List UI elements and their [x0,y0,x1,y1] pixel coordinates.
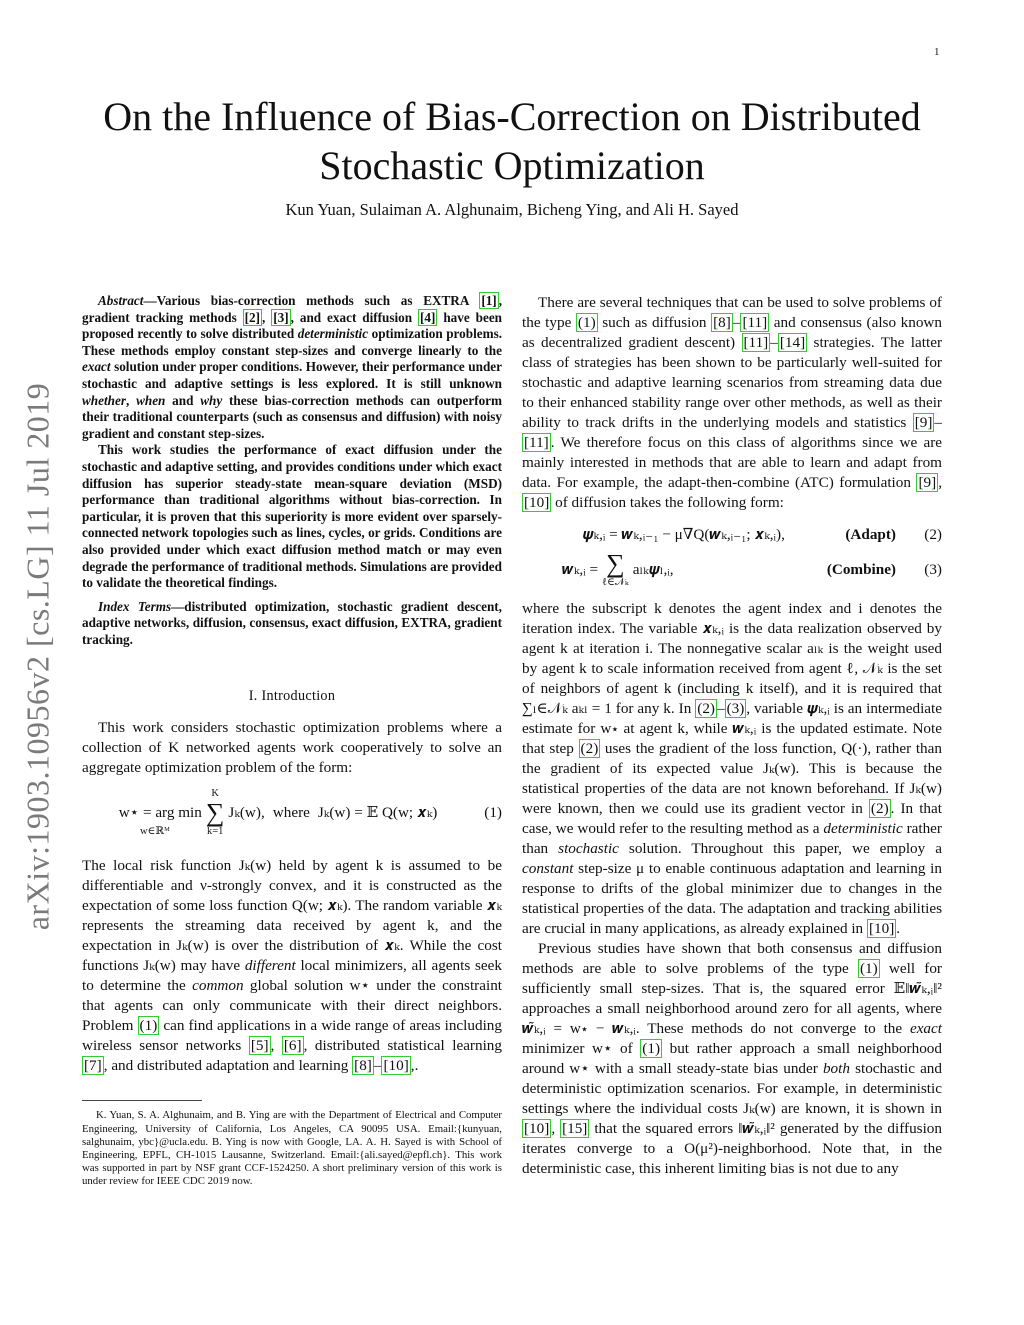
citation-link[interactable]: [7] [84,1057,102,1075]
section-heading-introduction: I. Introduction [248,688,336,705]
intro-paragraph-2 [82,856,502,1076]
text-run: such as diffusion [597,314,712,331]
text-run: of diffusion takes the following form: [551,494,784,511]
emphasis: stochastic [558,840,619,857]
citation-link[interactable]: [15] [562,1120,588,1137]
text-run: strategies. The latter class of strategies has been shown to be particularly well-suited for stochastic and adaptive learning scenarios from streaming data due to their enhanced stability range over other methods, as well as their ability to track drifts in the underlying models and statistics [522,334,943,431]
citation-link[interactable]: [8] [354,1057,372,1075]
text-run: solution under proper conditions. However, their performance under stochastic and adaptive settings is less explored. It is still unknown [82,359,502,391]
equation-tag: (Combine) [826,561,896,578]
citation-link[interactable]: [3] [273,309,289,325]
equation-link[interactable]: (2) [870,800,889,817]
citation-link[interactable]: [9] [914,414,933,431]
text-run: but rather approach a small neighborhood around w⋆ with a small steady-state bias under [522,1040,942,1077]
arxiv-stamp-text: arXiv:1903.10956v2 [cs.LG] 11 Jul 2019 [19,382,56,930]
equation-lhs: 𝒘ₖ,ᵢ = [562,561,599,578]
text-run: , variable 𝝍ₖ,ᵢ is an intermediate estimate for w⋆ at agent k, while 𝒘ₖ,ᵢ is the updated estimate. Note that step [522,700,942,757]
sigma-symbol: ∑ [606,549,625,578]
author-list: Kun Yuan, Sulaiman A. Alghunaim, Bicheng Ying, and Ali H. Sayed [285,200,739,219]
text-run: . We therefore focus on this class of algorithms since we are mainly interested in methods that are able to learn and adapt from data. For example, the adapt-then-combine (ATC) formulation [522,434,942,491]
citation-link[interactable]: [9] [918,474,937,491]
equation-link[interactable]: (1) [139,1017,158,1035]
text-run: —Various bias-correction methods such as EXTRA [143,293,480,308]
text-run: these bias-correction methods can outperform their traditional counterparts (such as consensus and diffusion) with noisy gradient and constant step-sizes. [82,392,503,441]
equation-3-body [522,551,827,589]
equation-link[interactable]: (1) [642,1040,661,1057]
emphasis: when [136,392,166,408]
citation-link[interactable]: [11] [524,434,549,451]
sum-operator [206,788,225,838]
emphasis: common [192,977,244,995]
citation-link[interactable]: [10] [868,920,895,937]
left-column [82,293,502,1189]
emphasis: exact [909,1020,942,1037]
text-run: can find applications in a wide range of areas including wireless sensor networks [82,1017,502,1055]
emphasis: whether [82,392,126,408]
text-run: , [551,1120,561,1137]
text-run: ,. [410,1057,419,1075]
emphasis: both [822,1060,850,1077]
citation-link[interactable]: [10] [524,1120,550,1137]
sum-operator [602,551,629,589]
text-run: , gradient tracking methods [82,293,502,325]
text-run: uses the gradient of the loss function, Q(·), rather than the gradient of its expected value Jₖ(w). This is because the statistical properties of the data are not known beforehand. If Jₖ(w) were known, then we could use its gradient vector in [522,740,942,817]
text-run: – [373,1057,382,1075]
equation-term: Jₖ(w), [228,804,265,822]
text-run: , and exact diffusion [290,309,419,325]
text-run: optimization problems. These methods employ constant step-sizes and converge linearly to the [82,326,502,358]
text-run: have been proposed recently to solve distributed [82,309,502,342]
page-number: 1 [934,46,940,58]
emphasis: constant [522,860,574,877]
text-run: – [732,314,741,331]
emphasis: why [200,392,223,408]
equation-2-body [522,525,845,545]
index-terms-paragraph [82,599,502,649]
text-run: rather than [522,820,942,857]
text-run: , [125,392,137,408]
abstract-label: Abstract [98,293,144,308]
intro-paragraph-1: This work considers stochastic optimization problems where a collection of K networked agents work cooperatively to solve an aggregate optimization problem of the form: [82,719,502,777]
citation-link[interactable]: [2] [244,309,261,325]
text-run: minimizer w⋆ of [522,1040,641,1057]
equation-tag: (Adapt) [845,526,896,543]
text-run: Previous studies have shown that both consensus and diffusion methods are able to solve problems of the type [522,940,942,977]
sum-lower-limit: ℓ∈𝒩ₖ [602,577,629,588]
text-run: , and distributed adaptation and learning [103,1057,353,1075]
argmin-subscript: w∈ℝᴹ [140,826,170,838]
footnote-divider [82,1100,202,1101]
right-paragraph-2 [522,599,942,939]
citation-link[interactable]: [4] [420,309,436,325]
emphasis: deterministic [823,820,903,837]
citation-link[interactable]: [10] [383,1057,409,1075]
text-run: solution. Throughout this paper, we employ a [618,840,942,857]
text-run: local minimizers, all agents seek to determine the [82,957,502,995]
equation-term: aₗₖ𝝍ₗ,ᵢ, [632,561,674,578]
abstract-paragraph-1 [82,293,502,442]
text-run: global solution w⋆ under the constraint that agents can only communicate with their direct neighbors. Problem [82,977,503,1035]
text-run: – [770,334,778,351]
equation-3 [522,551,942,589]
text-run: , [262,309,272,325]
text-run: , [270,1037,282,1055]
text-run: , distributed statistical learning [303,1037,502,1055]
right-paragraph-3 [522,939,942,1179]
citation-link[interactable]: [1] [481,293,497,308]
abstract-paragraph-2: This work studies the performance of exact diffusion under the stochastic and adaptive setting, and provides conditions under which exact diffusion has superior steady-state mean-square deviation (MSD) performance than traditional algorithms without bias-correction. In particular, it is proven that this superiority is more evident over sparsely-connected network topologies such as lines, cycles, or grids. Conditions are also provided under which exact diffusion method match or may even degrade the performance of traditional methods. Simulations are provided to validate the theoretical findings. [82,442,502,591]
text-run: – [716,700,725,717]
equation-2 [522,525,942,545]
equation-lhs: w⋆ = arg min [118,804,202,822]
citation-link[interactable]: [11] [743,334,769,351]
equation-number: (3) [924,561,942,578]
paper-title: On the Influence of Bias-Correction on Distributed Stochastic Optimization [103,94,921,188]
equation-link[interactable]: (2) [697,700,715,717]
text-run: , [938,474,942,491]
citation-link[interactable]: [14] [779,334,806,351]
citation-link[interactable]: [11] [742,314,768,331]
right-column [522,293,942,1179]
index-terms [82,599,502,649]
sigma-symbol: ∑ [205,798,225,828]
equation-rhs: Jₖ(w) = 𝔼 Q(w; 𝒙ₖ) [317,804,438,822]
equation-link[interactable]: (1) [859,960,878,977]
equation-number: (2) [924,526,942,543]
equation-link[interactable]: (3) [726,700,745,717]
text-run: and consensus (also known as decentralized gradient descent) [522,314,942,351]
footnote [82,1109,502,1188]
emphasis: different [244,957,296,975]
equation-link[interactable]: (2) [580,740,599,757]
text-run: where the subscript k denotes the agent index and i denotes the iteration index. The variable 𝒙ₖ,ᵢ is the data realization observed by agent k at iteration i. The nonnegative scalar aₗₖ is the weight used by agent k to scale information received from agent ℓ, 𝒩ₖ is the set of neighbors of agent k (including k itself), and it is required that ∑ₗ∈𝒩ₖ aₖₗ = 1 for any k. In [522,600,942,717]
text-run: – [934,414,942,431]
emphasis: deterministic [297,326,369,342]
citation-link[interactable]: [8] [713,314,731,331]
text-run: stochastic and deterministic optimization scenarios. For example, in deterministic settings where the individual costs Jₖ(w) are known, it is shown in [522,1060,942,1117]
arxiv-stamp [14,366,62,946]
emphasis: exact [82,359,111,375]
text-run: . [896,920,901,937]
text-run: well for sufficiently small step-sizes. That is, the squared error 𝔼‖𝒘̃ₖ,ᵢ‖² approaches a small neighborhood around zero for all agents, where 𝒘̃ₖ,ᵢ = w⋆ − 𝒘ₖ,ᵢ. These methods do not converge to the [522,960,942,1037]
citation-link[interactable]: [10] [524,494,550,511]
citation-link[interactable]: [6] [283,1037,302,1055]
text-run: —distributed optimization, stochastic gradient descent, adaptive networks, diffusion, consensus, exact diffusion, EXTRA, gradient tracking. [82,598,502,647]
text-run: The local risk function Jₖ(w) held by agent k is assumed to be differentiable and ν-strongly convex, and it is constructed as the expectation of some loss function Q(w; 𝒙ₖ). The random variable 𝒙ₖ represents the streaming data received by agent k, and the expectation in Jₖ(w) is over the distribution of 𝒙ₖ. While the cost functions Jₖ(w) may have [82,857,502,975]
equation-where: where [272,804,310,822]
text-run: There are several techniques that can be used to solve problems of the type [522,294,942,331]
citation-link[interactable]: [5] [250,1037,269,1055]
equation-link[interactable]: (1) [577,314,596,331]
equation-text: 𝝍ₖ,ᵢ = 𝒘ₖ,ᵢ₋₁ − μ∇Q(𝒘ₖ,ᵢ₋₁; 𝒙ₖ,ᵢ), [582,526,785,543]
right-paragraph-1 [522,293,942,513]
text-run: that the squared errors ‖𝒘̃ₖ,ᵢ‖² generated by the diffusion iterates converge to a O(μ²)-neighborhood. Note that, in the deterministic case, this inherent limiting bias is not due to any [522,1120,942,1177]
sum-lower-limit: k=1 [206,826,224,838]
text-run: . In that case, we would refer to the resulting method as a [522,800,942,837]
sum-upper-limit: K [211,788,219,800]
equation-number: (1) [484,804,502,822]
abstract [82,293,502,592]
footnote-text: K. Yuan, S. A. Alghunaim, and B. Ying are with the Department of Electrical and Computer Engineering, University of California, Los Angeles, CA 90095 USA. Email:{kunyuan, salghunaim, ybc}@ucla.edu. B. Ying is now with Google, LA. A. H. Sayed is with School of Engineering, EPFL, CH-1015 Lausanne, Switzerland. Email:{ali.sayed@epfl.ch}. This work was supported in part by NSF grant CCF-1524250. A short preliminary version of this work is under review for IEEE CDC 2019 now. [82,1109,502,1188]
text-run: step-size μ to enable continuous adaptation and learning in response to drifts of the global minimizer due to changes in the statistical properties of the data. The adaptation and tracking abilities are crucial in many applications, as already explained in [522,860,942,937]
index-terms-label: Index Terms [98,598,172,614]
text-run: and [165,392,201,408]
